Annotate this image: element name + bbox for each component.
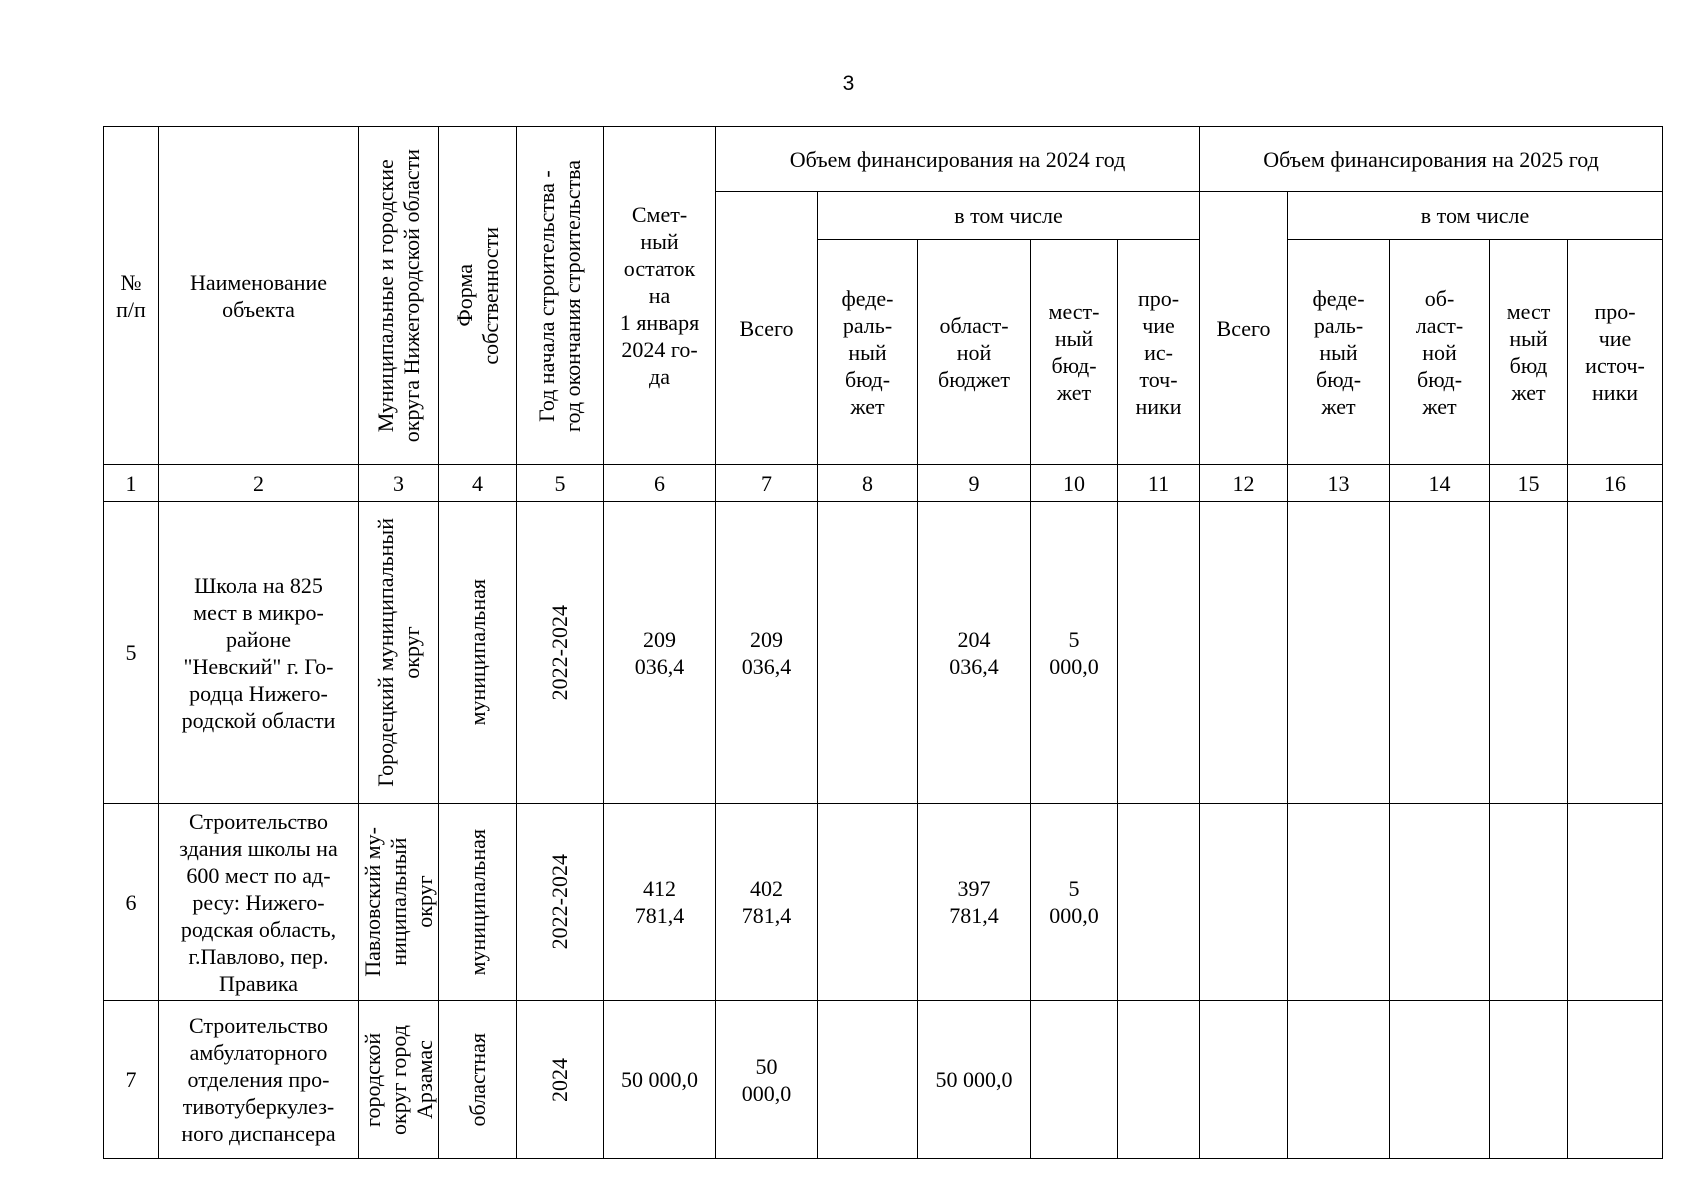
ownership: муниципальная (464, 828, 490, 976)
table-row (104, 502, 1663, 804)
local-2025 (1490, 502, 1568, 804)
total-2024: 402 781,4 (716, 804, 818, 1001)
ownership-cell (439, 502, 517, 804)
col-number: 8 (818, 465, 918, 502)
other-2025 (1568, 1001, 1663, 1159)
local-2024: 5 000,0 (1031, 502, 1118, 804)
total-2024: 209 036,4 (716, 502, 818, 804)
col-number: 13 (1288, 465, 1390, 502)
estimate-balance: 412 781,4 (604, 804, 716, 1001)
total-2025 (1200, 1001, 1288, 1159)
header-federal-2024: феде- раль- ный бюд- жет (818, 240, 918, 465)
construction-financing-table (103, 126, 1663, 1159)
municipality-cell (359, 804, 439, 1001)
municipality: Городецкий муниципальный округ (372, 518, 424, 787)
ownership-cell (439, 804, 517, 1001)
header-object-name: Наименование объекта (159, 127, 359, 465)
col-number: 5 (517, 465, 604, 502)
municipality: городской округ город Арзамас (359, 1024, 437, 1135)
local-2025 (1490, 804, 1568, 1001)
regional-2025 (1390, 1001, 1490, 1159)
header-row-1 (104, 127, 1663, 192)
header-municipality-text: Муниципальные и городские округа Нижегородской области (372, 148, 424, 443)
construction-years: 2022-2024 (547, 854, 572, 950)
other-2025 (1568, 502, 1663, 804)
years-cell (517, 1001, 604, 1159)
table-row (104, 1001, 1663, 1159)
estimate-balance: 209 036,4 (604, 502, 716, 804)
local-2024: 5 000,0 (1031, 804, 1118, 1001)
estimate-balance: 50 000,0 (604, 1001, 716, 1159)
years-cell (517, 804, 604, 1001)
header-total-2024: Всего (716, 192, 818, 465)
construction-years: 2024 (547, 1057, 572, 1102)
header-regional-2025: об- ласт- ной бюд- жет (1390, 240, 1490, 465)
col-number: 15 (1490, 465, 1568, 502)
row-num: 5 (104, 502, 159, 804)
header-including-2025: в том числе (1288, 192, 1663, 240)
federal-2024 (818, 502, 918, 804)
ownership-cell (439, 1001, 517, 1159)
header-financing-2025: Объем финансирования на 2025 год (1200, 127, 1663, 192)
federal-2024 (818, 1001, 918, 1159)
federal-2025 (1288, 502, 1390, 804)
other-2024 (1118, 1001, 1200, 1159)
ownership: муниципальная (464, 579, 490, 726)
federal-2025 (1288, 804, 1390, 1001)
municipality-cell (359, 502, 439, 804)
local-2025 (1490, 1001, 1568, 1159)
total-2025 (1200, 502, 1288, 804)
header-local-2024: мест- ный бюд- жет (1031, 240, 1118, 465)
object-name: Строительство здания школы на 600 мест по ад- ресу: Нижего- родская область, г.Павлово, пер. Правика (159, 804, 359, 1001)
header-ownership-text: Форма собственности (451, 226, 503, 365)
col-number: 6 (604, 465, 716, 502)
regional-2024: 397 781,4 (918, 804, 1031, 1001)
col-number: 12 (1200, 465, 1288, 502)
table-row (104, 804, 1663, 1001)
header-total-2025: Всего (1200, 192, 1288, 465)
header-local-2025: мест ный бюд жет (1490, 240, 1568, 465)
header-num: № п/п (104, 127, 159, 465)
regional-2024: 204 036,4 (918, 502, 1031, 804)
page-number: 3 (842, 72, 855, 95)
col-number: 2 (159, 465, 359, 502)
column-numbers-row (104, 465, 1663, 502)
other-2024 (1118, 804, 1200, 1001)
header-ownership (439, 127, 517, 465)
ownership: областная (464, 1032, 490, 1127)
header-financing-2024: Объем финансирования на 2024 год (716, 127, 1200, 192)
total-2024: 50 000,0 (716, 1001, 818, 1159)
header-other-2024: про- чие ис- точ- ники (1118, 240, 1200, 465)
total-2025 (1200, 804, 1288, 1001)
regional-2024: 50 000,0 (918, 1001, 1031, 1159)
header-construction-years (517, 127, 604, 465)
header-other-2025: про- чие источ- ники (1568, 240, 1663, 465)
federal-2025 (1288, 1001, 1390, 1159)
header-federal-2025: феде- раль- ный бюд- жет (1288, 240, 1390, 465)
header-municipality (359, 127, 439, 465)
local-2024 (1031, 1001, 1118, 1159)
col-number: 10 (1031, 465, 1118, 502)
federal-2024 (818, 804, 918, 1001)
municipality: Павловский му- ниципальный округ (359, 827, 437, 977)
regional-2025 (1390, 804, 1490, 1001)
years-cell (517, 502, 604, 804)
row-num: 6 (104, 804, 159, 1001)
regional-2025 (1390, 502, 1490, 804)
municipality-cell (359, 1001, 439, 1159)
col-number: 9 (918, 465, 1031, 502)
other-2024 (1118, 502, 1200, 804)
other-2025 (1568, 804, 1663, 1001)
row-num: 7 (104, 1001, 159, 1159)
col-number: 4 (439, 465, 517, 502)
col-number: 11 (1118, 465, 1200, 502)
col-number: 3 (359, 465, 439, 502)
header-construction-years-text: Год начала строительства - год окончания строительства (534, 159, 585, 432)
header-regional-2024: област- ной бюджет (918, 240, 1031, 465)
object-name: Школа на 825 мест в микро- районе "Невский" г. Го- родца Нижего- родской области (159, 502, 359, 804)
col-number: 14 (1390, 465, 1490, 502)
col-number: 7 (716, 465, 818, 502)
header-estimate-balance: Смет- ный остаток на 1 января 2024 го- да (604, 127, 716, 465)
construction-years: 2022-2024 (547, 604, 572, 701)
col-number: 1 (104, 465, 159, 502)
col-number: 16 (1568, 465, 1663, 502)
object-name: Строительство амбулаторного отделения про- тивотуберкулез- ного диспансера (159, 1001, 359, 1159)
header-including-2024: в том числе (818, 192, 1200, 240)
